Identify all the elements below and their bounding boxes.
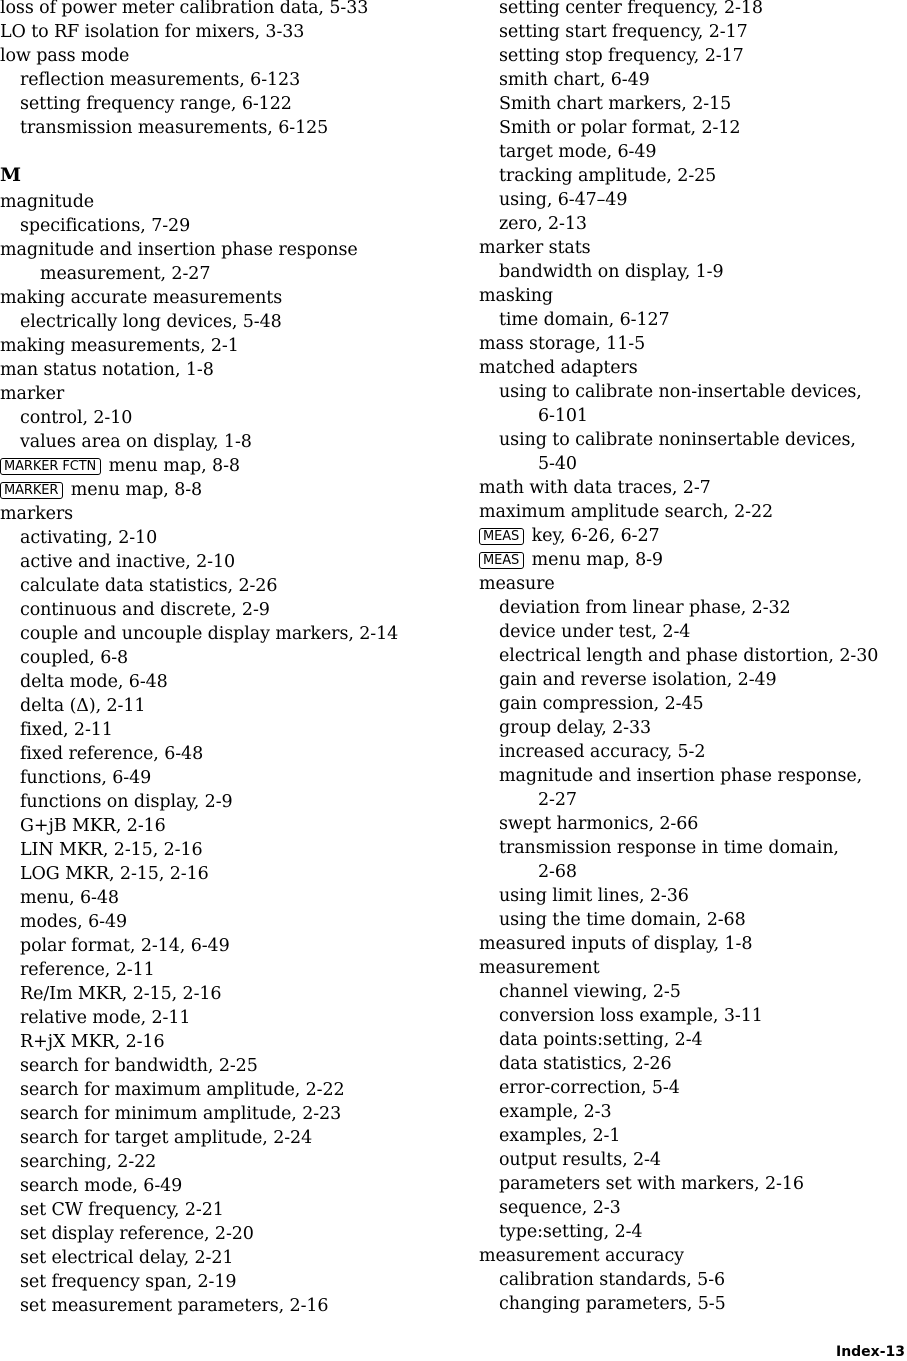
entry-text: searching, 2-22	[20, 1152, 157, 1172]
index-subentry	[0, 1246, 470, 1270]
index-entry	[0, 44, 470, 68]
index-subentry	[0, 766, 470, 790]
entry-text: couple and uncouple display markers, 2-14	[20, 624, 399, 644]
entry-text: key, 6-26, 6-27	[531, 526, 660, 546]
index-subentry	[479, 1172, 907, 1196]
index-column-right	[479, 0, 907, 1316]
index-subentry	[479, 836, 907, 860]
entry-text: relative mode, 2-11	[20, 1008, 191, 1028]
softkey-meas: MEAS	[479, 552, 524, 569]
index-subentry	[0, 838, 470, 862]
entry-text: output results, 2-4	[499, 1150, 661, 1170]
index-subentry	[479, 164, 907, 188]
index-subentry	[479, 188, 907, 212]
index-entry	[479, 332, 907, 356]
index-subentry	[0, 886, 470, 910]
entry-text: using the time domain, 2-68	[499, 910, 746, 930]
entry-text: measurement, 2-27	[40, 264, 211, 284]
index-continuation	[479, 788, 907, 812]
entry-text: type:setting, 2-4	[499, 1222, 643, 1242]
index-subentry	[0, 310, 470, 334]
entry-text: values area on display, 1-8	[20, 432, 252, 452]
entry-text: coupled, 6-8	[20, 648, 129, 668]
index-subentry	[479, 1052, 907, 1076]
index-entry	[479, 500, 907, 524]
entry-text: LO to RF isolation for mixers, 3-33	[0, 22, 305, 42]
entry-text: making accurate measurements	[0, 288, 283, 308]
entry-text: LIN MKR, 2-15, 2-16	[20, 840, 203, 860]
index-entry	[0, 382, 470, 406]
entry-text: changing parameters, 5-5	[499, 1294, 726, 1314]
index-entry	[0, 478, 470, 502]
entry-text: Smith chart markers, 2-15	[499, 94, 732, 114]
entry-text: set CW frequency, 2-21	[20, 1200, 224, 1220]
entry-text: transmission response in time domain,	[499, 838, 839, 858]
entry-text: time domain, 6-127	[499, 310, 670, 330]
index-entry	[0, 238, 470, 262]
entry-text: math with data traces, 2-7	[479, 478, 711, 498]
index-subentry	[479, 1148, 907, 1172]
index-subentry	[0, 1294, 470, 1318]
index-subentry	[479, 1196, 907, 1220]
entry-text: measurement	[479, 958, 600, 978]
index-subentry	[0, 550, 470, 574]
index-entry	[479, 572, 907, 596]
entry-text: sequence, 2-3	[499, 1198, 621, 1218]
index-continuation	[479, 860, 907, 884]
entry-text: search for maximum amplitude, 2-22	[20, 1080, 345, 1100]
entry-text: set display reference, 2-20	[20, 1224, 254, 1244]
entry-text: tracking amplitude, 2-25	[499, 166, 717, 186]
index-entry	[479, 476, 907, 500]
index-subentry	[479, 908, 907, 932]
index-subentry	[0, 982, 470, 1006]
entry-text: magnitude	[0, 192, 95, 212]
entry-text: setting frequency range, 6-122	[20, 94, 292, 114]
index-continuation	[479, 452, 907, 476]
index-subentry	[479, 980, 907, 1004]
entry-text: search mode, 6-49	[20, 1176, 183, 1196]
index-subentry	[0, 1054, 470, 1078]
entry-text: calibration standards, 5-6	[499, 1270, 726, 1290]
index-entry	[479, 356, 907, 380]
index-subentry	[479, 20, 907, 44]
entry-text: magnitude and insertion phase response,	[499, 766, 863, 786]
index-subentry	[0, 1222, 470, 1246]
entry-text: using, 6-47–49	[499, 190, 628, 210]
index-subentry	[0, 670, 470, 694]
index-subentry	[0, 214, 470, 238]
entry-text: R+jX MKR, 2-16	[20, 1032, 165, 1052]
entry-text: data points:setting, 2-4	[499, 1030, 703, 1050]
index-subentry	[479, 0, 907, 20]
entry-text: Re/Im MKR, 2-15, 2-16	[20, 984, 222, 1004]
entry-text: specifications, 7-29	[20, 216, 191, 236]
index-subentry	[479, 620, 907, 644]
index-subentry	[0, 598, 470, 622]
entry-text: markers	[0, 504, 74, 524]
index-subentry	[0, 1174, 470, 1198]
index-subentry	[479, 668, 907, 692]
entry-text: reference, 2-11	[20, 960, 155, 980]
index-subentry	[479, 1028, 907, 1052]
entry-text: electrical length and phase distortion, 2-30	[499, 646, 879, 666]
entry-text: low pass mode	[0, 46, 130, 66]
entry-text: channel viewing, 2-5	[499, 982, 681, 1002]
entry-text: example, 2-3	[499, 1102, 612, 1122]
entry-text: electrically long devices, 5-48	[20, 312, 282, 332]
entry-text: functions, 6-49	[20, 768, 152, 788]
index-subentry	[0, 694, 470, 718]
entry-text: smith chart, 6-49	[499, 70, 650, 90]
entry-text: G+jB MKR, 2-16	[20, 816, 166, 836]
index-subentry	[0, 68, 470, 92]
index-subentry	[479, 1004, 907, 1028]
entry-text: setting stop frequency, 2-17	[499, 46, 744, 66]
entry-text: menu map, 8-8	[70, 480, 203, 500]
page-number: Index-13	[835, 1344, 905, 1360]
entry-text: measure	[479, 574, 555, 594]
entry-text: search for minimum amplitude, 2-23	[20, 1104, 342, 1124]
index-entry	[479, 932, 907, 956]
index-subentry	[0, 1006, 470, 1030]
index-subentry	[479, 68, 907, 92]
index-subentry	[479, 692, 907, 716]
index-entry	[479, 284, 907, 308]
entry-text: masking	[479, 286, 553, 306]
index-entry	[0, 286, 470, 310]
entry-text: calculate data statistics, 2-26	[20, 576, 278, 596]
entry-text: increased accuracy, 5-2	[499, 742, 706, 762]
index-subentry	[479, 1076, 907, 1100]
entry-text: LOG MKR, 2-15, 2-16	[20, 864, 209, 884]
entry-text: set measurement parameters, 2-16	[20, 1296, 329, 1316]
entry-text: data statistics, 2-26	[499, 1054, 672, 1074]
index-subentry	[479, 260, 907, 284]
entry-text: transmission measurements, 6-125	[20, 118, 329, 138]
entry-text: search for target amplitude, 2-24	[20, 1128, 313, 1148]
entry-text: device under test, 2-4	[499, 622, 691, 642]
entry-text: marker stats	[479, 238, 591, 258]
entry-text: 5-40	[538, 454, 577, 474]
index-subentry	[479, 1100, 907, 1124]
index-subentry	[479, 1268, 907, 1292]
index-subentry	[479, 644, 907, 668]
index-subentry	[0, 718, 470, 742]
index-subentry	[0, 1030, 470, 1054]
entry-text: using to calibrate non-insertable devices,	[499, 382, 862, 402]
entry-text: functions on display, 2-9	[20, 792, 233, 812]
index-entry	[0, 502, 470, 526]
entry-text: active and inactive, 2-10	[20, 552, 236, 572]
index-subentry	[479, 308, 907, 332]
index-subentry	[479, 884, 907, 908]
entry-text: matched adapters	[479, 358, 638, 378]
entry-text: Smith or polar format, 2-12	[499, 118, 741, 138]
index-subentry	[0, 862, 470, 886]
index-subentry	[0, 526, 470, 550]
index-entry	[0, 190, 470, 214]
index-subentry	[0, 742, 470, 766]
index-subentry	[479, 212, 907, 236]
entry-text: using limit lines, 2-36	[499, 886, 689, 906]
entry-text: zero, 2-13	[499, 214, 587, 234]
index-subentry	[479, 44, 907, 68]
index-subentry	[479, 140, 907, 164]
entry-text: maximum amplitude search, 2-22	[479, 502, 774, 522]
entry-text: reflection measurements, 6-123	[20, 70, 301, 90]
index-subentry	[0, 790, 470, 814]
entry-text: setting start frequency, 2-17	[499, 22, 748, 42]
entry-text: using to calibrate noninsertable devices,	[499, 430, 856, 450]
index-subentry	[479, 1292, 907, 1316]
index-entry	[0, 20, 470, 44]
entry-text: making measurements, 2-1	[0, 336, 239, 356]
entry-text: deviation from linear phase, 2-32	[499, 598, 791, 618]
index-subentry	[479, 92, 907, 116]
index-subentry	[479, 1124, 907, 1148]
index-subentry	[479, 380, 907, 404]
index-subentry	[479, 596, 907, 620]
index-entry	[0, 358, 470, 382]
index-entry	[479, 956, 907, 980]
index-subentry	[479, 428, 907, 452]
index-subentry	[0, 574, 470, 598]
index-subentry	[0, 1102, 470, 1126]
entry-text: menu map, 8-9	[531, 550, 663, 570]
entry-text: mass storage, 11-5	[479, 334, 646, 354]
index-subentry	[479, 764, 907, 788]
entry-text: conversion loss example, 3-11	[499, 1006, 763, 1026]
index-subentry	[0, 646, 470, 670]
entry-text: magnitude and insertion phase response	[0, 240, 358, 260]
softkey-meas: MEAS	[479, 528, 524, 545]
entry-text: error-correction, 5-4	[499, 1078, 680, 1098]
index-subentry	[479, 740, 907, 764]
entry-text: control, 2-10	[20, 408, 133, 428]
entry-text: measurement accuracy	[479, 1246, 684, 1266]
entry-text: set electrical delay, 2-21	[20, 1248, 234, 1268]
entry-text: fixed, 2-11	[20, 720, 113, 740]
entry-text: swept harmonics, 2-66	[499, 814, 699, 834]
entry-text: activating, 2-10	[20, 528, 158, 548]
index-entry	[0, 334, 470, 358]
entry-text: measured inputs of display, 1-8	[479, 934, 753, 954]
index-subentry	[0, 1126, 470, 1150]
entry-text: menu map, 8-8	[108, 456, 240, 476]
index-subentry	[479, 1220, 907, 1244]
index-subentry	[0, 116, 470, 140]
entry-text: gain compression, 2-45	[499, 694, 704, 714]
entry-text: modes, 6-49	[20, 912, 128, 932]
entry-text: polar format, 2-14, 6-49	[20, 936, 230, 956]
index-subentry	[0, 910, 470, 934]
index-subentry	[0, 430, 470, 454]
index-entry	[479, 548, 907, 572]
index-subentry	[0, 1198, 470, 1222]
section-spacer	[0, 140, 470, 160]
entry-text: delta (Δ), 2-11	[20, 696, 146, 716]
entry-text: delta mode, 6-48	[20, 672, 168, 692]
entry-text: gain and reverse isolation, 2-49	[499, 670, 777, 690]
entry-text: set frequency span, 2-19	[20, 1272, 237, 1292]
index-subentry	[0, 814, 470, 838]
index-entry	[0, 454, 470, 478]
entry-text: man status notation, 1-8	[0, 360, 214, 380]
index-entry	[479, 524, 907, 548]
index-subentry	[0, 1078, 470, 1102]
index-subentry	[0, 1270, 470, 1294]
index-subentry	[0, 92, 470, 116]
entry-text: continuous and discrete, 2-9	[20, 600, 270, 620]
index-subentry	[0, 1150, 470, 1174]
entry-text: 6-101	[538, 406, 588, 426]
entry-text: marker	[0, 384, 65, 404]
entry-text: examples, 2-1	[499, 1126, 621, 1146]
index-subentry	[0, 406, 470, 430]
softkey-marker: MARKER	[0, 482, 63, 499]
index-subentry	[0, 934, 470, 958]
entry-text: target mode, 6-49	[499, 142, 657, 162]
index-continuation	[0, 262, 470, 286]
index-subentry	[479, 716, 907, 740]
entry-text: bandwidth on display, 1-9	[499, 262, 724, 282]
softkey-marker-fctn: MARKER FCTN	[0, 458, 101, 475]
index-entry	[0, 0, 470, 20]
index-continuation	[479, 404, 907, 428]
entry-text: fixed reference, 6-48	[20, 744, 204, 764]
index-subentry	[0, 622, 470, 646]
index-entry	[479, 236, 907, 260]
index-subentry	[0, 958, 470, 982]
entry-text: parameters set with markers, 2-16	[499, 1174, 804, 1194]
entry-text: group delay, 2-33	[499, 718, 652, 738]
entry-text: menu, 6-48	[20, 888, 119, 908]
section-heading: M	[0, 164, 22, 186]
entry-text: loss of power meter calibration data, 5-33	[0, 0, 369, 18]
entry-text: 2-27	[538, 790, 577, 810]
entry-text: setting center frequency, 2-18	[499, 0, 763, 18]
index-entry	[479, 1244, 907, 1268]
entry-text: search for bandwidth, 2-25	[20, 1056, 258, 1076]
entry-text: 2-68	[538, 862, 577, 882]
index-subentry	[479, 812, 907, 836]
index-subentry	[479, 116, 907, 140]
